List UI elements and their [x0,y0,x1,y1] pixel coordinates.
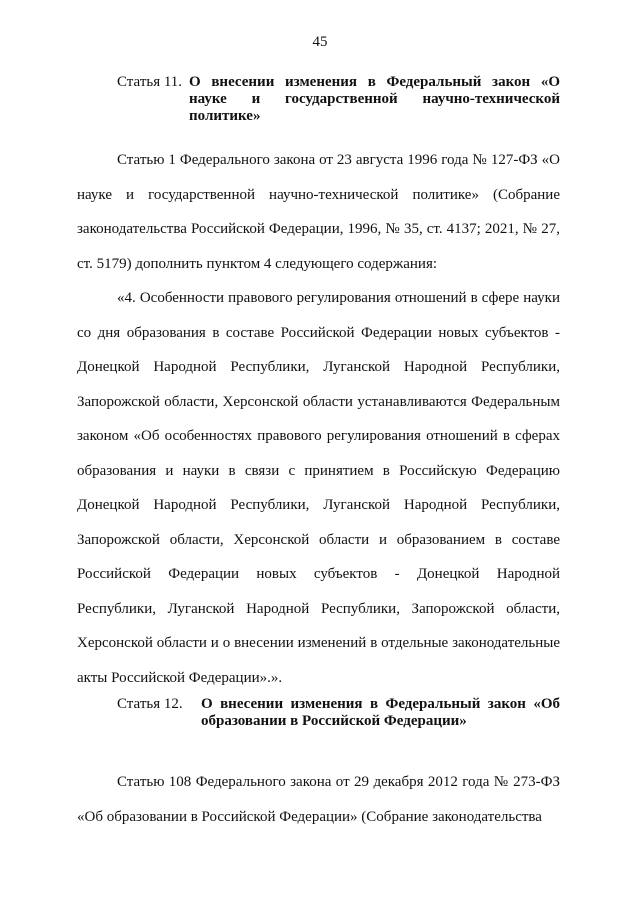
page-number: 45 [312,34,328,50]
article-11-title: О внесении изменения в Федеральный закон «О науке и государственной научно-технической политике» [189,74,560,124]
article-11-heading [117,74,560,125]
article-11-paragraph: Статью 1 Федерального закона от 23 августа 1996 года № 127-ФЗ «О науке и государственной научно-технической политике» (Собрание законодательства Российской Федерации, 1996, № 35, ст. 4137; 2021, № 27, ст. 5179) дополнить пунктом 4 следующего содержания: [77,152,560,272]
article-11-inserted-clause: «4. Особенности правового регулирования отношений в сфере науки со дня образования в составе Российской Федерации новых субъектов - Донецкой Народной Республики, Луганской Народной Республики, Запорожской области, Херсонской области устанавливаются Федеральным законом «Об особенностях правового регулирования отношений в сферах образования и науки в связи с принятием в Российскую Федерацию Донецкой Народной Республики, Луганской Народной Республики, Запорожской области, Херсонской области и образованием в составе Российской Федерации новых субъектов - Донецкой Народной Республики, Луганской Народной Республики, Запорожской области, Херсонской области и о внесении изменений в отдельные законодательные акты Российской Федерации».». [77,290,560,686]
article-12-title: О внесении изменения в Федеральный закон «Об образовании в Российской Федерации» [201,696,560,729]
article-12-heading [117,696,560,730]
article-12-paragraph: Статью 108 Федерального закона от 29 декабря 2012 года № 273-ФЗ «Об образовании в Российской Федерации» (Собрание законодательства [77,774,560,825]
article-12-label: Статья 12. [117,696,183,712]
article-11-label: Статья 11. [117,74,183,90]
